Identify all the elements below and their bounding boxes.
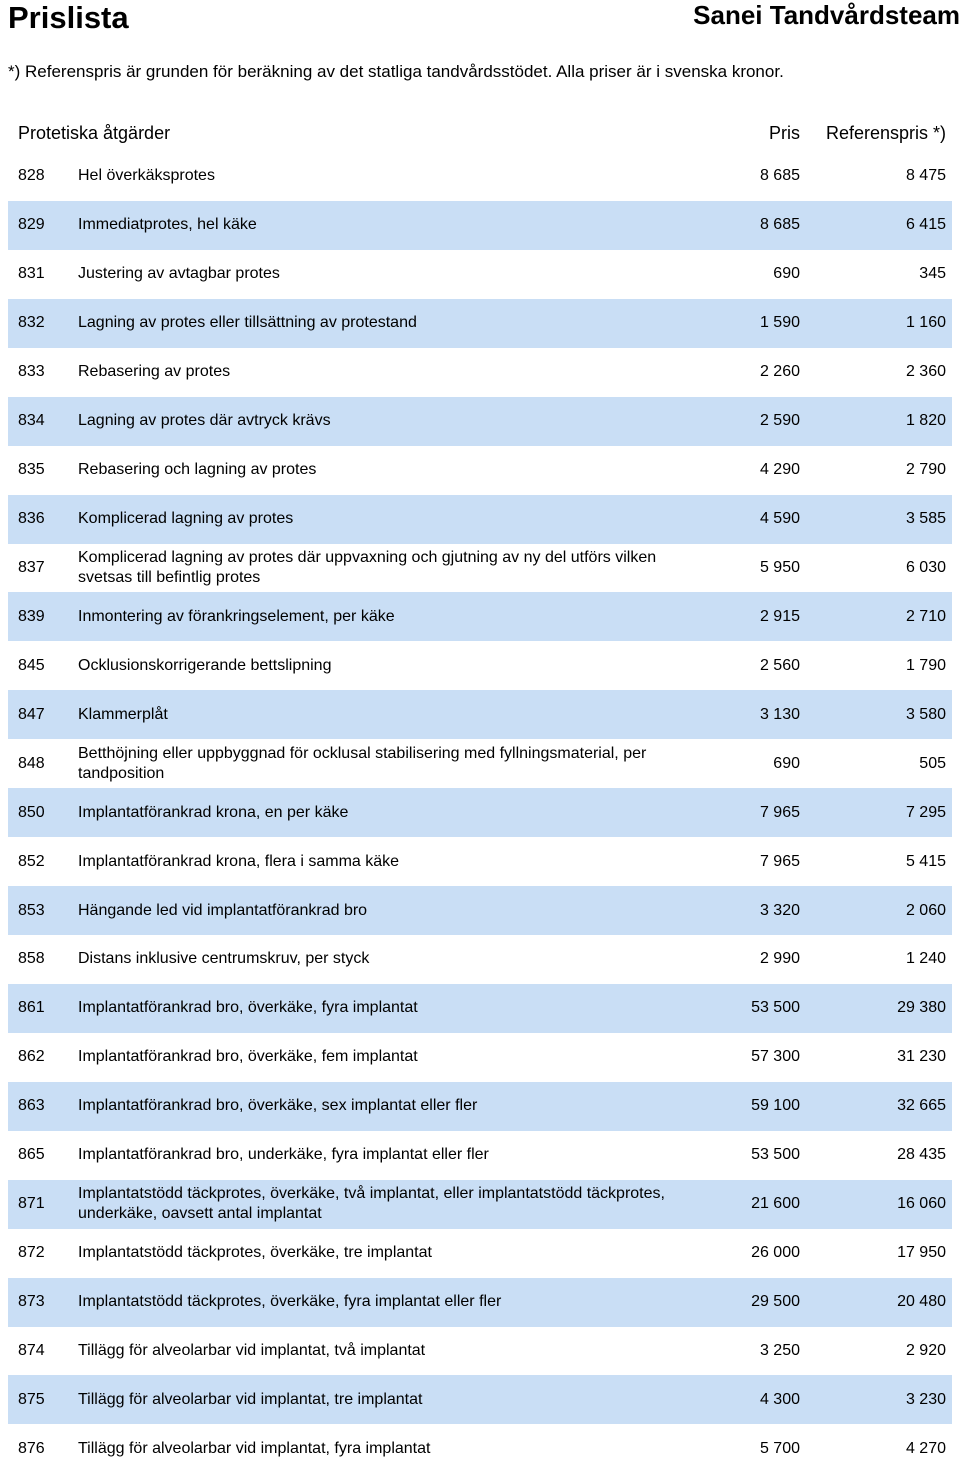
treatment-code: 872	[18, 1244, 45, 1262]
table-row	[8, 1131, 952, 1180]
table-row	[8, 1033, 952, 1082]
price-cell: 59 100	[751, 1097, 800, 1115]
treatment-code: 861	[18, 999, 45, 1017]
reference-price-cell: 8 475	[905, 167, 946, 185]
treatment-code: 829	[18, 216, 45, 234]
price-cell: 53 500	[751, 1146, 800, 1164]
reference-price-cell: 1 160	[905, 314, 946, 332]
table-row	[8, 935, 952, 984]
treatment-description: Distans inklusive centrumskruv, per styck	[78, 950, 370, 968]
treatment-code: 874	[18, 1341, 45, 1359]
reference-price-cell: 4 270	[905, 1439, 946, 1457]
table-row	[8, 1180, 952, 1229]
table-row	[8, 1375, 952, 1424]
treatment-code: 828	[18, 167, 45, 185]
reference-price-cell: 6 030	[905, 558, 946, 576]
table-row	[8, 1327, 952, 1376]
treatment-description: Implantatförankrad bro, överkäke, sex implantat eller fler	[78, 1097, 478, 1115]
price-cell: 2 990	[759, 950, 800, 968]
table-row	[8, 837, 952, 886]
price-cell: 7 965	[759, 803, 800, 821]
price-cell: 690	[773, 754, 800, 772]
reference-price-cell: 345	[919, 265, 946, 283]
treatment-code: 863	[18, 1097, 45, 1115]
reference-price-cell: 3 230	[905, 1390, 946, 1408]
price-cell: 2 590	[759, 412, 800, 430]
treatment-description: Rebasering av protes	[78, 363, 231, 381]
reference-price-cell: 20 480	[897, 1293, 946, 1311]
treatment-code: 876	[18, 1439, 45, 1457]
table-row	[8, 739, 952, 788]
table-row	[8, 690, 952, 739]
table-row	[8, 1082, 952, 1131]
table-row	[8, 1424, 952, 1473]
treatment-description: Betthöjning eller uppbyggnad för ocklusal stabilisering med fyllningsmaterial, per tandposition	[78, 744, 647, 782]
table-row	[8, 1229, 952, 1278]
price-cell: 3 250	[759, 1341, 800, 1359]
reference-price-cell: 1 240	[905, 950, 946, 968]
treatment-description: Inmontering av förankringselement, per käke	[78, 607, 395, 625]
price-cell: 2 560	[759, 656, 800, 674]
table-row	[8, 250, 952, 299]
treatment-description: Ocklusionskorrigerande bettslipning	[78, 656, 332, 674]
treatment-code: 834	[18, 412, 45, 430]
treatment-description: Hängande led vid implantatförankrad bro	[78, 901, 368, 919]
reference-price-cell: 28 435	[897, 1146, 946, 1164]
treatment-code: 835	[18, 461, 45, 479]
price-cell: 57 300	[751, 1048, 800, 1066]
table-row	[8, 152, 952, 201]
treatment-code: 875	[18, 1390, 45, 1408]
reference-price-cell: 2 060	[905, 901, 946, 919]
treatment-code: 837	[18, 558, 45, 576]
treatment-description: Implantatstödd täckprotes, överkäke, fyra implantat eller fler	[78, 1293, 502, 1311]
price-cell: 8 685	[759, 167, 800, 185]
column-header-reference-price: Referenspris *)	[825, 123, 946, 143]
treatment-description: Klammerplåt	[78, 705, 168, 723]
reference-price-cell: 1 820	[905, 412, 946, 430]
price-cell: 5 950	[759, 558, 800, 576]
treatment-description: Immediatprotes, hel käke	[78, 216, 257, 234]
reference-price-cell: 5 415	[905, 852, 946, 870]
price-cell: 7 965	[759, 852, 800, 870]
price-cell: 26 000	[751, 1244, 800, 1262]
clinic-name: Sanei Tandvårdsteam	[693, 0, 960, 30]
treatment-code: 831	[18, 265, 45, 283]
section-title: Protetiska åtgärder	[18, 123, 171, 143]
table-row	[8, 544, 952, 593]
treatment-code: 871	[18, 1195, 45, 1213]
treatment-description: Implantatförankrad bro, överkäke, fem implantat	[78, 1048, 418, 1066]
price-table	[8, 152, 952, 1473]
treatment-code: 873	[18, 1293, 45, 1311]
reference-price-cell: 7 295	[905, 803, 946, 821]
treatment-description: Implantatförankrad krona, en per käke	[78, 803, 349, 821]
reference-price-cell: 2 360	[905, 363, 946, 381]
price-cell: 2 915	[759, 607, 800, 625]
column-header-price: Pris	[769, 123, 800, 143]
table-row	[8, 984, 952, 1033]
price-cell: 3 320	[759, 901, 800, 919]
treatment-description: Komplicerad lagning av protes	[78, 510, 294, 528]
price-cell: 4 300	[759, 1390, 800, 1408]
price-cell: 29 500	[751, 1293, 800, 1311]
treatment-code: 845	[18, 656, 45, 674]
table-row	[8, 495, 952, 544]
treatment-description: Tillägg för alveolarbar vid implantat, tre implantat	[78, 1390, 423, 1408]
reference-price-cell: 17 950	[897, 1244, 946, 1262]
price-cell: 1 590	[759, 314, 800, 332]
treatment-code: 862	[18, 1048, 45, 1066]
reference-price-cell: 2 790	[905, 461, 946, 479]
reference-price-cell: 3 580	[905, 705, 946, 723]
table-row	[8, 446, 952, 495]
treatment-description: Lagning av protes eller tillsättning av protestand	[78, 314, 417, 332]
table-row	[8, 1278, 952, 1327]
table-row	[8, 592, 952, 641]
treatment-code: 848	[18, 754, 45, 772]
table-header	[8, 118, 952, 148]
table-row	[8, 788, 952, 837]
treatment-code: 850	[18, 803, 45, 821]
table-row	[8, 641, 952, 690]
price-cell: 690	[773, 265, 800, 283]
page-title: Prislista	[8, 0, 129, 35]
reference-price-cell: 32 665	[897, 1097, 946, 1115]
treatment-code: 852	[18, 852, 45, 870]
treatment-description: Implantatstödd täckprotes, överkäke, tre implantat	[78, 1244, 432, 1262]
treatment-description: Tillägg för alveolarbar vid implantat, två implantat	[78, 1341, 426, 1359]
treatment-description: Implantatförankrad krona, flera i samma käke	[78, 852, 400, 870]
treatment-code: 858	[18, 950, 45, 968]
treatment-code: 847	[18, 705, 45, 723]
table-row	[8, 397, 952, 446]
table-row	[8, 348, 952, 397]
reference-price-cell: 505	[919, 754, 946, 772]
reference-price-cell: 3 585	[905, 510, 946, 528]
price-cell: 53 500	[751, 999, 800, 1017]
treatment-description: Implantatförankrad bro, överkäke, fyra implantat	[78, 999, 418, 1017]
reference-price-cell: 31 230	[897, 1048, 946, 1066]
treatment-code: 836	[18, 510, 45, 528]
price-cell: 8 685	[759, 216, 800, 234]
treatment-code: 865	[18, 1146, 45, 1164]
treatment-code: 833	[18, 363, 45, 381]
reference-price-cell: 1 790	[905, 656, 946, 674]
treatment-description: Tillägg för alveolarbar vid implantat, fyra implantat	[78, 1439, 431, 1457]
treatment-description: Hel överkäksprotes	[78, 167, 215, 185]
treatment-code: 853	[18, 901, 45, 919]
table-row	[8, 299, 952, 348]
treatment-description: Lagning av protes där avtryck krävs	[78, 412, 331, 430]
price-cell: 21 600	[751, 1195, 800, 1213]
treatment-description: Komplicerad lagning av protes där uppvaxning och gjutning av ny del utförs vilken svetsas till befintlig protes	[78, 548, 657, 586]
reference-price-cell: 2 710	[905, 607, 946, 625]
price-cell: 3 130	[759, 705, 800, 723]
price-cell: 4 590	[759, 510, 800, 528]
reference-price-cell: 29 380	[897, 999, 946, 1017]
treatment-code: 832	[18, 314, 45, 332]
price-cell: 2 260	[759, 363, 800, 381]
reference-price-note: *) Referenspris är grunden för beräkning av det statliga tandvårdsstödet. Alla priser är i svenska kronor.	[8, 62, 784, 81]
reference-price-cell: 6 415	[905, 216, 946, 234]
price-cell: 4 290	[759, 461, 800, 479]
reference-price-cell: 2 920	[905, 1341, 946, 1359]
treatment-description: Rebasering och lagning av protes	[78, 461, 317, 479]
table-row	[8, 201, 952, 250]
table-row	[8, 886, 952, 935]
treatment-code: 839	[18, 607, 45, 625]
reference-price-cell: 16 060	[897, 1195, 946, 1213]
price-cell: 5 700	[759, 1439, 800, 1457]
treatment-description: Justering av avtagbar protes	[78, 265, 280, 283]
treatment-description: Implantatförankrad bro, underkäke, fyra implantat eller fler	[78, 1146, 489, 1164]
treatment-description: Implantatstödd täckprotes, överkäke, två implantat, eller implantatstödd täckprotes, underkäke, oavsett antal implantat	[78, 1185, 665, 1223]
